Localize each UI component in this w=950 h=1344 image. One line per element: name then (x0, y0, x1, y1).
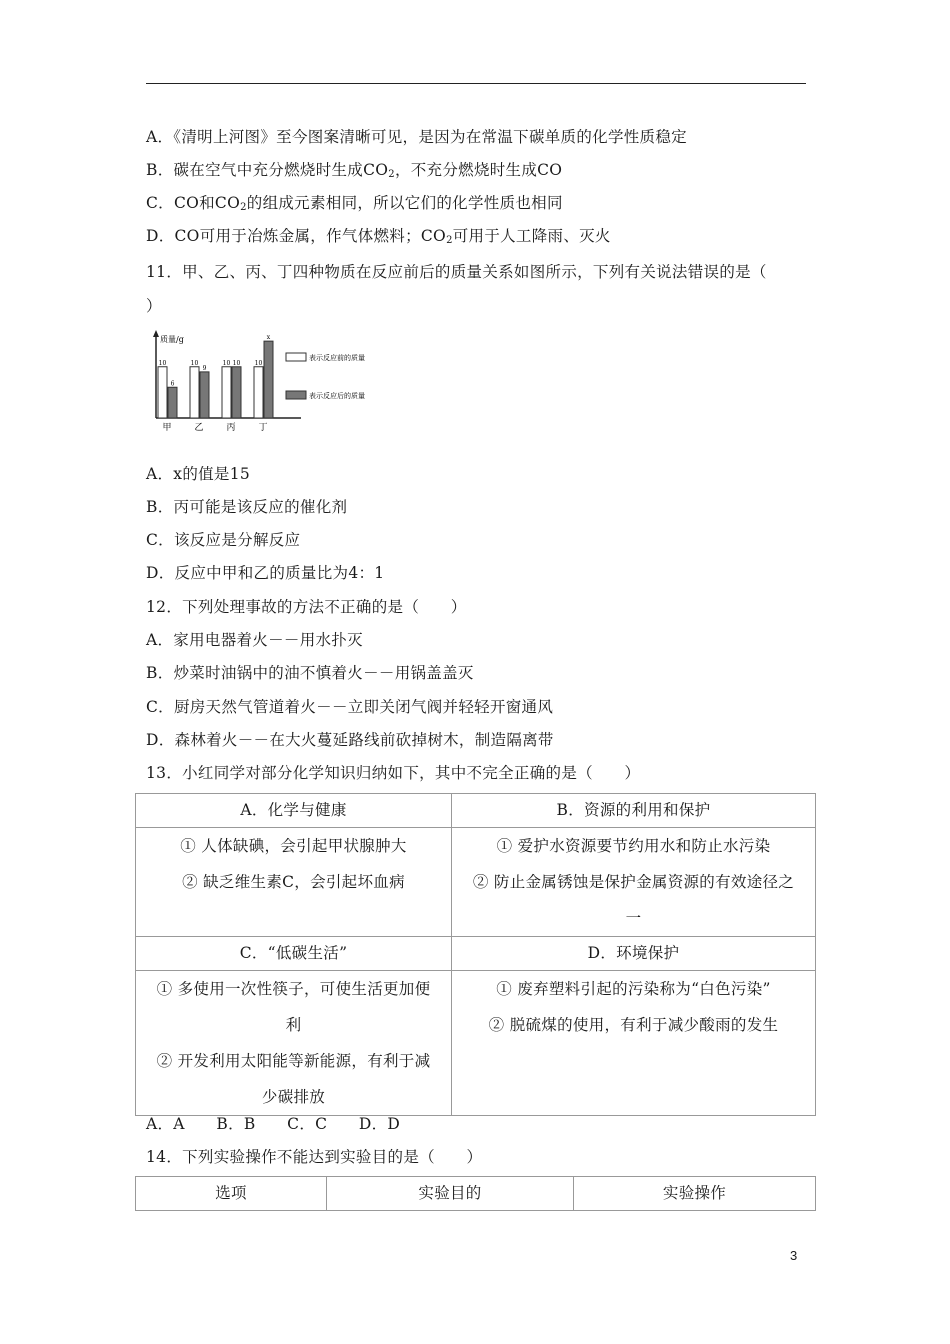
y-axis-label: 质量/g (160, 335, 184, 344)
q13-cell-c-body: ① 多使用一次性筷子，可使生活更加便 利 ② 开发利用太阳能等新能源，有利于减 少碳排放 (136, 971, 452, 1116)
q12-option-d: D．森林着火－－在大火蔓延路线前砍掉树木，制造隔离带 (146, 731, 554, 749)
legend-before-swatch (286, 353, 306, 361)
bar-label-丙-after: 10 (232, 359, 241, 367)
legend-after-swatch (286, 391, 306, 399)
q13-cell-b-body: ① 爱护水资源要节约用水和防止水污染 ② 防止金属锈蚀是保护金属资源的有效途径之 一 (452, 828, 816, 937)
bar-label-甲-after: 6 (170, 380, 175, 388)
q13-cell-b-title: B．资源的利用和保护 (452, 794, 816, 828)
q13-cell-d-title: D．环境保护 (452, 937, 816, 971)
bar-丁-before (254, 367, 263, 418)
q11-stem: 11．甲、乙、丙、丁四种物质在反应前后的质量关系如图所示，下列有关说法错误的是（ (146, 263, 767, 281)
q10-option-c: C．CO和$CO_2$的组成元素相同，所以它们的化学性质也相同 (146, 194, 563, 213)
q14-header-purpose: 实验目的 (327, 1177, 574, 1211)
q10-option-b: B．碳在空气中充分燃烧时生成$CO_2$，不充分燃烧时生成CO (146, 161, 563, 180)
q14-stem: 14．下列实验操作不能达到实验目的是（ ） (146, 1148, 483, 1166)
q10-option-d: D．CO可用于冶炼金属，作气体燃料；$CO_2$可用于人工降雨、灭火 (146, 227, 611, 246)
q11-option-c: C．该反应是分解反应 (146, 531, 301, 549)
q11-stem-continued: ） (146, 297, 162, 315)
category-label-乙: 乙 (194, 423, 204, 433)
q14-header-operation: 实验操作 (574, 1177, 816, 1211)
legend-after-label: 表示反应后的质量 (309, 392, 365, 400)
category-label-丙: 丙 (226, 423, 236, 433)
header-rule (146, 83, 806, 84)
q13-answer-options: A．A B．B C．C D．D (146, 1115, 401, 1133)
q13-stem: 13．小红同学对部分化学知识归纳如下，其中不完全正确的是（ ） (146, 764, 641, 782)
q13-cell-a-body: ① 人体缺碘，会引起甲状腺肿大 ② 缺乏维生素C，会引起坏血病 (136, 828, 452, 937)
y-axis-arrow (153, 330, 159, 337)
q14-table (135, 1176, 816, 1211)
mass-bar-chart (146, 328, 376, 440)
bar-乙-before (190, 367, 199, 418)
q11-option-d: D．反应中甲和乙的质量比为4：1 (146, 564, 385, 582)
category-label-丁: 丁 (258, 423, 268, 433)
bar-丙-after (232, 367, 241, 418)
legend-before-label: 表示反应前的质量 (309, 354, 365, 362)
bar-乙-after (200, 372, 209, 418)
q13-cell-a-title: A．化学与健康 (136, 794, 452, 828)
bar-label-甲-before: 10 (158, 359, 167, 367)
q12-option-a: A．家用电器着火－－用水扑灭 (146, 631, 363, 649)
bar-label-丁-after: x (266, 334, 271, 342)
q12-stem: 12．下列处理事故的方法不正确的是（ ） (146, 598, 467, 616)
q12-option-b: B．炒菜时油锅中的油不慎着火－－用锅盖盖灭 (146, 664, 474, 682)
bar-甲-before (158, 367, 167, 418)
bar-label-丁-before: 10 (254, 359, 263, 367)
q13-cell-d-body: ① 废弃塑料引起的污染称为“白色污染” ② 脱硫煤的使用，有利于减少酸雨的发生 (452, 971, 816, 1116)
q11-option-b: B．丙可能是该反应的催化剂 (146, 498, 348, 516)
q12-option-c: C．厨房天然气管道着火－－立即关闭气阀并轻轻开窗通风 (146, 698, 554, 716)
bar-label-乙-before: 10 (190, 359, 199, 367)
bar-label-乙-after: 9 (202, 364, 207, 372)
category-label-甲: 甲 (162, 423, 172, 433)
q11-option-a: A．x的值是15 (146, 465, 251, 483)
q13-table (135, 793, 816, 1116)
bar-label-丙-before: 10 (222, 359, 231, 367)
page-number: 3 (790, 1248, 798, 1263)
bar-甲-after (168, 387, 177, 418)
bar-丁-after (264, 341, 273, 418)
q14-header-option: 选项 (136, 1177, 327, 1211)
bar-丙-before (222, 367, 231, 418)
q10-option-a: A．《清明上河图》至今图案清晰可见，是因为在常温下碳单质的化学性质稳定 (146, 128, 687, 146)
q13-cell-c-title: C．“低碳生活” (136, 937, 452, 971)
chart-legend (286, 353, 365, 400)
